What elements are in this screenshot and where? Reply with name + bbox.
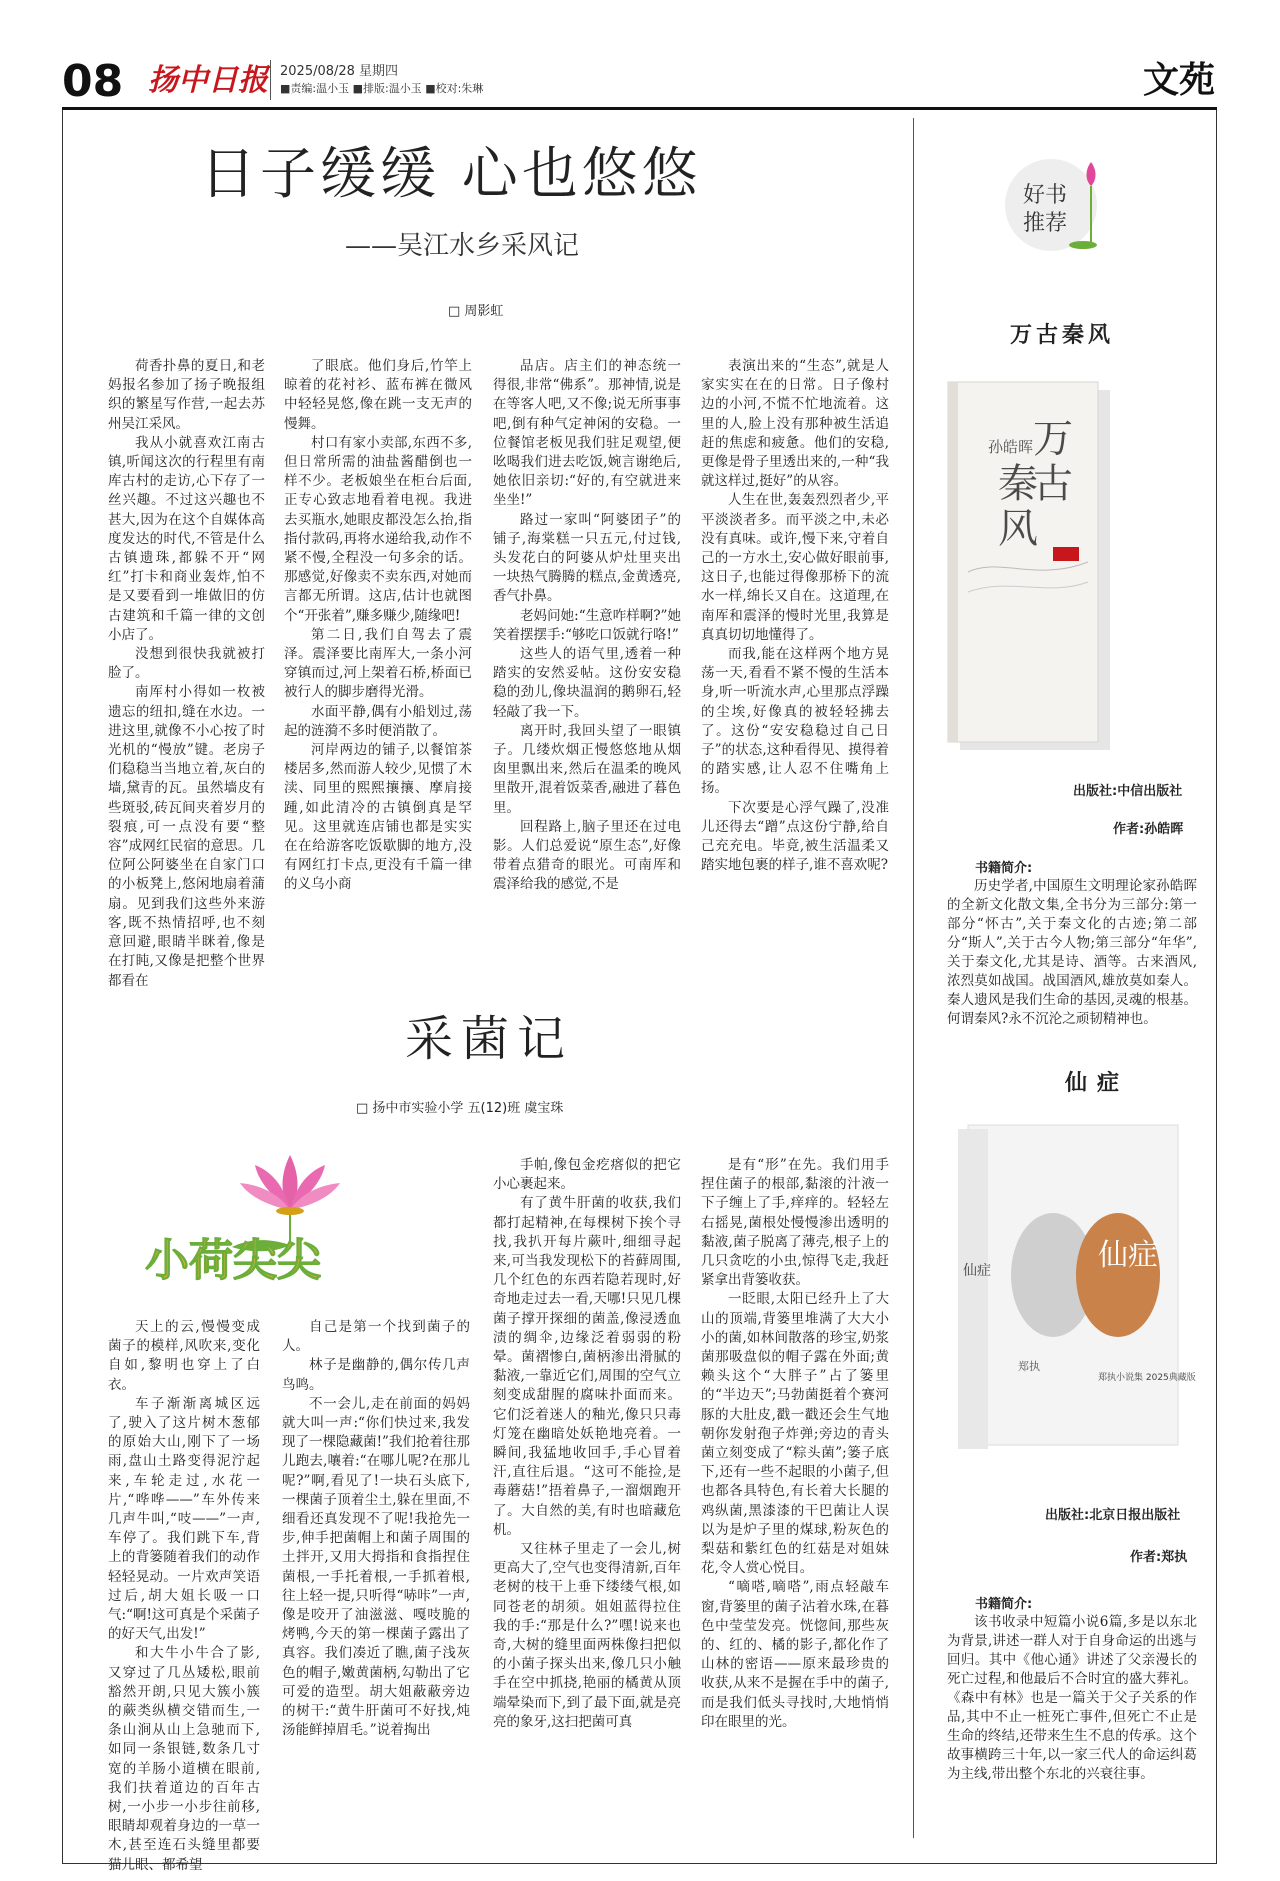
book2-cover-image bbox=[948, 1125, 1196, 1455]
book1-cover-image bbox=[948, 382, 1098, 742]
paragraph: 表演出来的“生态”,就是人家实实在在的日常。日子像村边的小河,不慌不忙地流着。这里的人,脸上没有那种被生活追赶的焦虑和疲惫。他们的安稳,更像是骨子里透出来的,一种“我就这样过,挺好”的从容。 bbox=[701, 358, 889, 490]
paragraph: 南厍村小得如一枚被遗忘的纽扣,缝在水边。一进这里,就像不小心按了时光机的“慢放”键。老房子们稳稳当当地立着,灰白的墙,黛青的瓦。虽然墙皮有些斑驳,砖瓦间夹着岁月的裂痕,可一点没有要“整容”成网红民宿的意思。几位阿公阿婆坐在自家门口的小板凳上,悠闲地扇着蒲扇。见到我们这些外来游客,既不热情招呼,也不刻意回避,眼睛半眯着,像是在打盹,又像是把整个世界都看在 bbox=[108, 684, 265, 989]
badge-line-1: 好书 bbox=[1023, 183, 1068, 208]
paragraph: 河岸两边的铺子,以餐馆茶楼居多,然而游人较少,见惯了木渎、同里的熙熙攘攘、摩肩接踵,如此清冷的古镇倒真是罕见。这里就连店铺也都是实实在在给游客吃饭歇脚的地方,没有网红打卡点,更没有千篇一律的义乌小商 bbox=[284, 742, 472, 893]
book2-title: 仙症 bbox=[1065, 1070, 1130, 1096]
article1-author: □ 周影虹 bbox=[448, 304, 504, 319]
paragraph: 有了黄牛肝菌的收获,我们都打起精神,在每棵树下挨个寻找,我扒开每片蕨叶,细细寻起来,可当我发现松下的苔藓周围,几个红色的东西若隐若现时,好奇地走过去一看,天哪!只见几棵菌子撑开探细的菌盖,像浸透血渍的绸伞,边缘泛着弱弱的粉晕。菌褶惨白,菌柄渗出滑腻的黏液,一靠近它们,周围的空气立刻变成甜腥的腐味扑面而来。它们泛着迷人的釉光,像只只毒灯笼在幽暗处妖艳地亮着。一瞬间,我猛地收回手,手心冒着汗,直往后退。“这可不能捡,是毒蘑菇!”捂着鼻子,一溜烟跑开了。大自然的美,有时也暗藏危机。 bbox=[493, 1195, 681, 1538]
paragraph: 没想到很快我就被打脸了。 bbox=[108, 646, 265, 682]
book1-cover-char-4: 风 bbox=[998, 506, 1038, 552]
book2-publisher: 出版社:北京日报出版社 bbox=[1045, 1508, 1181, 1523]
paragraph: 林子是幽静的,偶尔传几声鸟鸣。 bbox=[282, 1357, 470, 1393]
paragraph: 一眨眼,太阳已经升上了大山的顶端,背篓里堆满了大大小小的菌,如林间散落的珍宝,奶浆菌那吸盘似的帽子露在外面;黄赖头这个“大胖子”占了篓里的“半边天”;马勃菌挺着个赛河豚的大肚皮,戳一戳还会生气地朝你发射孢子炸弹;旁边的青头菌立刻变成了“粽头菌”;篓子底下,还有一些不起眼的小菌子,但也都各具特色,有长着大长腿的鸡纵菌,黑漆漆的干巴菌让人误以为是炉子里的煤球,粉灰色的梨菇和紫红色的红菇是对姐妹花,令人赏心悦目。 bbox=[701, 1291, 889, 1577]
article1-column-2 bbox=[284, 357, 472, 937]
paragraph: 品店。店主们的神态统一得很,非常“佛系”。那神情,说是在等客人吧,又不像;说无所事事吧,倒有种气定神闲的安稳。一位餐馆老板见我们驻足观望,便吆喝我们进去吃饭,婉言谢绝后,她依旧亲切:“好的,有空就进来坐坐!” bbox=[493, 358, 681, 509]
cover-seal bbox=[1053, 547, 1079, 561]
book1-publisher: 出版社:中信出版社 bbox=[1073, 784, 1183, 799]
newspaper-name: 扬中日报 bbox=[148, 63, 268, 98]
book1-cover-char-1: 万 bbox=[1033, 416, 1073, 462]
book1-cover-author: 孙皓晖 bbox=[988, 438, 1034, 456]
paragraph: 而我,能在这样两个地方晃荡一天,看看不紧不慢的生活本身,听一听流水声,心里那点浮躁的尘埃,好像真的被轻轻拂去了。这份“安安稳稳过自己日子”的状态,这种看得见、摸得着的踏实感,让人忍不住嘴角上扬。 bbox=[701, 646, 889, 797]
book2-intro-text: 该书收录中短篇小说6篇,多是以东北为背景,讲述一群人对于自身命运的出逃与回归。其中《他心通》讲述了父亲漫长的死亡过程,和他最后不合时宜的盛大葬礼。《森中有林》也是一篇关于父子关系的作品,其中不止一桩死亡事件,但死亡不止是生命的终结,还带来生生不息的传承。这个故事横跨三十年,以一家三代人的命运纠葛为主线,带出整个东北的兴衰往事。 bbox=[947, 1614, 1197, 1782]
paragraph: 水面平静,偶有小船划过,荡起的涟漪不多时便消散了。 bbox=[284, 703, 472, 739]
book2-spine-title: 仙症 bbox=[963, 1263, 991, 1279]
header-separator bbox=[270, 60, 271, 100]
book1-intro-heading: 书籍简介: bbox=[975, 861, 1033, 876]
book1-cover-char-2: 古 bbox=[1033, 461, 1073, 507]
article2-column-4 bbox=[701, 1156, 889, 1836]
paragraph: 老妈问她:“生意咋样啊?”她笑着摆摆手:“够吃口饭就行咯!” bbox=[493, 607, 681, 643]
article2-title: 采菌记 bbox=[405, 1011, 574, 1067]
book2-cover-series: 郑执小说集 2025典藏版 bbox=[1098, 1373, 1196, 1383]
book2-intro bbox=[947, 1613, 1197, 1784]
paragraph: 这些人的语气里,透着一种踏实的安然妥帖。这份安安稳稳的劲儿,像块温润的鹅卵石,轻轻敲了我一下。 bbox=[493, 646, 681, 720]
paragraph: 了眼底。他们身后,竹竿上晾着的花衬衫、蓝布裤在微风中轻轻晃悠,像在跳一支无声的慢舞。 bbox=[284, 358, 472, 432]
paragraph: 人生在世,轰轰烈烈者少,平平淡淡者多。而平淡之中,未必没有真味。或许,慢下来,守着自己的一方水土,安心做好眼前事,这日子,也能过得像那桥下的流水一样,绵长又自在。这道理,在南厍和震泽的慢时光里,我算是真真切切地懂得了。 bbox=[701, 492, 889, 643]
book1-intro bbox=[947, 877, 1197, 1029]
section-title: 文苑 bbox=[1142, 60, 1215, 101]
article2-column-2 bbox=[282, 1318, 470, 1838]
book1-author: 作者:孙皓晖 bbox=[1113, 822, 1184, 837]
paragraph: 是有“形”在先。我们用手捏住菌子的根部,黏滚的汁液一下子缠上了手,痒痒的。轻轻左右摇晃,菌根处慢慢渗出透明的黏液,菌子脱离了薄壳,根子上的几只贪吃的小虫,惊得飞走,我赶紧拿出背篓收获。 bbox=[701, 1157, 889, 1289]
paragraph: 路过一家叫“阿婆团子”的铺子,海棠糕一只五元,付过钱,头发花白的阿婆从炉灶里夹出一块热气腾腾的糕点,金黄透亮,香气扑鼻。 bbox=[493, 511, 681, 605]
book1-cover-char-3: 秦 bbox=[998, 461, 1038, 507]
book2-intro-heading: 书籍简介: bbox=[975, 1597, 1033, 1612]
article1-column-1 bbox=[108, 357, 265, 989]
good-book-badge bbox=[1003, 150, 1111, 260]
sidebar-divider bbox=[913, 118, 914, 1838]
paragraph: 离开时,我回头望了一眼镇子。几缕炊烟正慢悠悠地从烟囱里飘出来,然后在温柔的晚风里散开,混着饭菜香,融进了暮色里。 bbox=[493, 722, 681, 816]
page-number: 08 bbox=[62, 56, 124, 107]
paragraph: 自己是第一个找到菌子的人。 bbox=[282, 1319, 470, 1355]
paragraph: 第二日,我们自驾去了震泽。震泽要比南厍大,一条小河穿镇而过,河上架着石桥,桥面已被行人的脚步磨得光滑。 bbox=[284, 626, 472, 701]
badge-line-2: 推荐 bbox=[1023, 211, 1068, 236]
book2-cover-title: 仙症 bbox=[1098, 1238, 1158, 1273]
book2-author: 作者:郑执 bbox=[1130, 1550, 1188, 1565]
paragraph: 车子渐渐离城区远了,驶入了这片树木葱郁的原始大山,刚下了一场雨,盘山土路变得泥泞起来,车轮走过,水花一片,“哗哗——”车外传来几声牛叫,“吱——”一声,车停了。我们跳下车,背上的背篓随着我们的动作轻轻晃动。一片欢声笑语过后,胡大姐长吸一口气:“啊!这可真是个采菌子的好天气,出发!” bbox=[108, 1395, 260, 1643]
article1-column-3 bbox=[493, 357, 681, 937]
paragraph: 回程路上,脑子里还在过电影。人们总爱说“原生态”,好像带着点猎奇的眼光。可南厍和震泽给我的感觉,不是 bbox=[493, 818, 681, 893]
issue-date: 2025/08/28 星期四 bbox=[280, 64, 399, 79]
book1-intro-text: 历史学者,中国原生文明理论家孙皓晖的全新文化散文集,全书分为三部分:第一部分“怀古”,关于秦文化的古迹;第二部分“斯人”,关于古今人物;第三部分“年华”,关于秦文化,尤其是诗、酒等。古来酒风,浓烈莫如战国。战国酒风,雄放莫如秦人。秦人遗风是我们生命的基因,灵魂的根基。何谓秦风?永不沉沦之顽韧精神也。 bbox=[947, 878, 1197, 1027]
article1-subtitle: ——吴江水乡采风记 bbox=[345, 231, 580, 261]
paragraph: 我从小就喜欢江南古镇,听闻这次的行程里有南库古村的走访,心下存了一丝兴趣。不过这兴趣也不甚大,因为在这个自媒体高度发达的时代,不管是什么古镇遗珠,都躲不开“网红”打卡和商业轰炸,怕不是又要看到一堆做旧的仿古建筑和千篇一律的文创小店了。 bbox=[108, 434, 265, 643]
paragraph: 荷香扑鼻的夏日,和老妈报名参加了扬子晚报组织的繁星写作营,一起去苏州吴江采风。 bbox=[108, 358, 265, 432]
editor-credits: ■责编:温小玉 ■排版:温小玉 ■校对:朱琳 bbox=[280, 82, 484, 95]
paragraph: 村口有家小卖部,东西不多,但日常所需的油盐酱醋倒也一样不少。老板娘坐在柜台后面,正专心致志地看着电视。我进去买瓶水,她眼皮都没怎么抬,指指付款码,再将水递给我,动作不紧不慢,全程没一句多余的话。那感觉,好像卖不卖东西,对她而言都无所谓。这店,估计也就图个“开张着”,赚多赚少,随缘吧! bbox=[284, 434, 472, 624]
article1-column-4 bbox=[701, 357, 889, 937]
paragraph: “嘀嗒,嘀嗒”,雨点轻敲车窗,背篓里的菌子沾着水珠,在暮色中莹莹发亮。恍惚间,那些灰的、红的、橘的影子,都化作了山林的密语——原来最珍贵的收获,从来不是握在手中的菌子,而是我们低头寻找时,大地悄悄印在眼里的光。 bbox=[701, 1579, 889, 1730]
book1-title: 万古秦风 bbox=[1010, 322, 1115, 348]
xiaohe-jianjian-logo bbox=[140, 1135, 380, 1305]
article2-column-3 bbox=[493, 1156, 681, 1836]
article2-column-1 bbox=[108, 1318, 260, 1873]
paragraph: 下次要是心浮气躁了,没准儿还得去“蹭”点这份宁静,给自己充充电。毕竟,被生活温柔又踏实地包裹的样子,谁不喜欢呢? bbox=[701, 799, 889, 874]
paragraph: 手帕,像包金疙瘩似的把它小心裹起来。 bbox=[493, 1157, 681, 1193]
book2-cover-author: 郑执 bbox=[1018, 1360, 1040, 1373]
paragraph: 不一会儿,走在前面的妈妈就大叫一声:“你们快过来,我发现了一棵隐藏菌!”我们抢着往那儿跑去,嚷着:“在哪儿呢?在那儿呢?”啊,看见了!一块石头底下,一棵菌子顶着尘土,躲在里面,不细看还真发现不了呢!我抢先一步,伸手把菌帽上和菌子周围的土拌开,又用大拇指和食指捏住菌根,一手托着根,一手抓着根,往上轻一提,只听得“哧咔”一声,像是咬开了油滋滋、嘎吱脆的烤鸭,今天的第一棵菌子露出了真容。我们凑近了瞧,菌子浅灰色的帽子,嫩黄菌柄,勾勒出了它可爱的造型。胡大姐蔽蔽旁边的树干:“黄牛肝菌可不好找,炖汤能鲜掉眉毛。”说着掏出 bbox=[282, 1395, 470, 1739]
paragraph: 又往林子里走了一会儿,树更高大了,空气也变得清新,百年老树的枝干上垂下缕缕气根,如同苍老的胡须。姐姐蓝得拉住我的手:“那是什么?”嘿!说来也奇,大树的缝里面两株像扫把似的小菌子探头出来,像几只小触手在空中抓挠,艳丽的橘黄从顶端晕染而下,到了最下面,就是亮亮的象牙,这扫把菌可真 bbox=[493, 1541, 681, 1730]
article2-author: □ 扬中市实验小学 五(12)班 虞宝珠 bbox=[356, 1101, 564, 1116]
logo-lettering: 小荷尖尖 bbox=[145, 1235, 321, 1286]
paragraph: 和大牛小牛合了影,又穿过了几丛矮松,眼前豁然开朗,只见大簇小簇的蕨类纵横交错而生,一条山涧从山上急驰而下,如同一条银链,数条几寸宽的羊肠小道横在眼前,我们扶着道边的百年古树,一小步一小步往前移,眼睛却观着身边的一草一木,甚至连石头缝里都要猫儿眼、都希望 bbox=[108, 1645, 260, 1873]
article1-title: 日子缓缓 心也悠悠 bbox=[200, 142, 702, 207]
paragraph: 天上的云,慢慢变成菌子的模样,风吹来,变化自如,黎明也穿上了白衣。 bbox=[108, 1319, 260, 1393]
